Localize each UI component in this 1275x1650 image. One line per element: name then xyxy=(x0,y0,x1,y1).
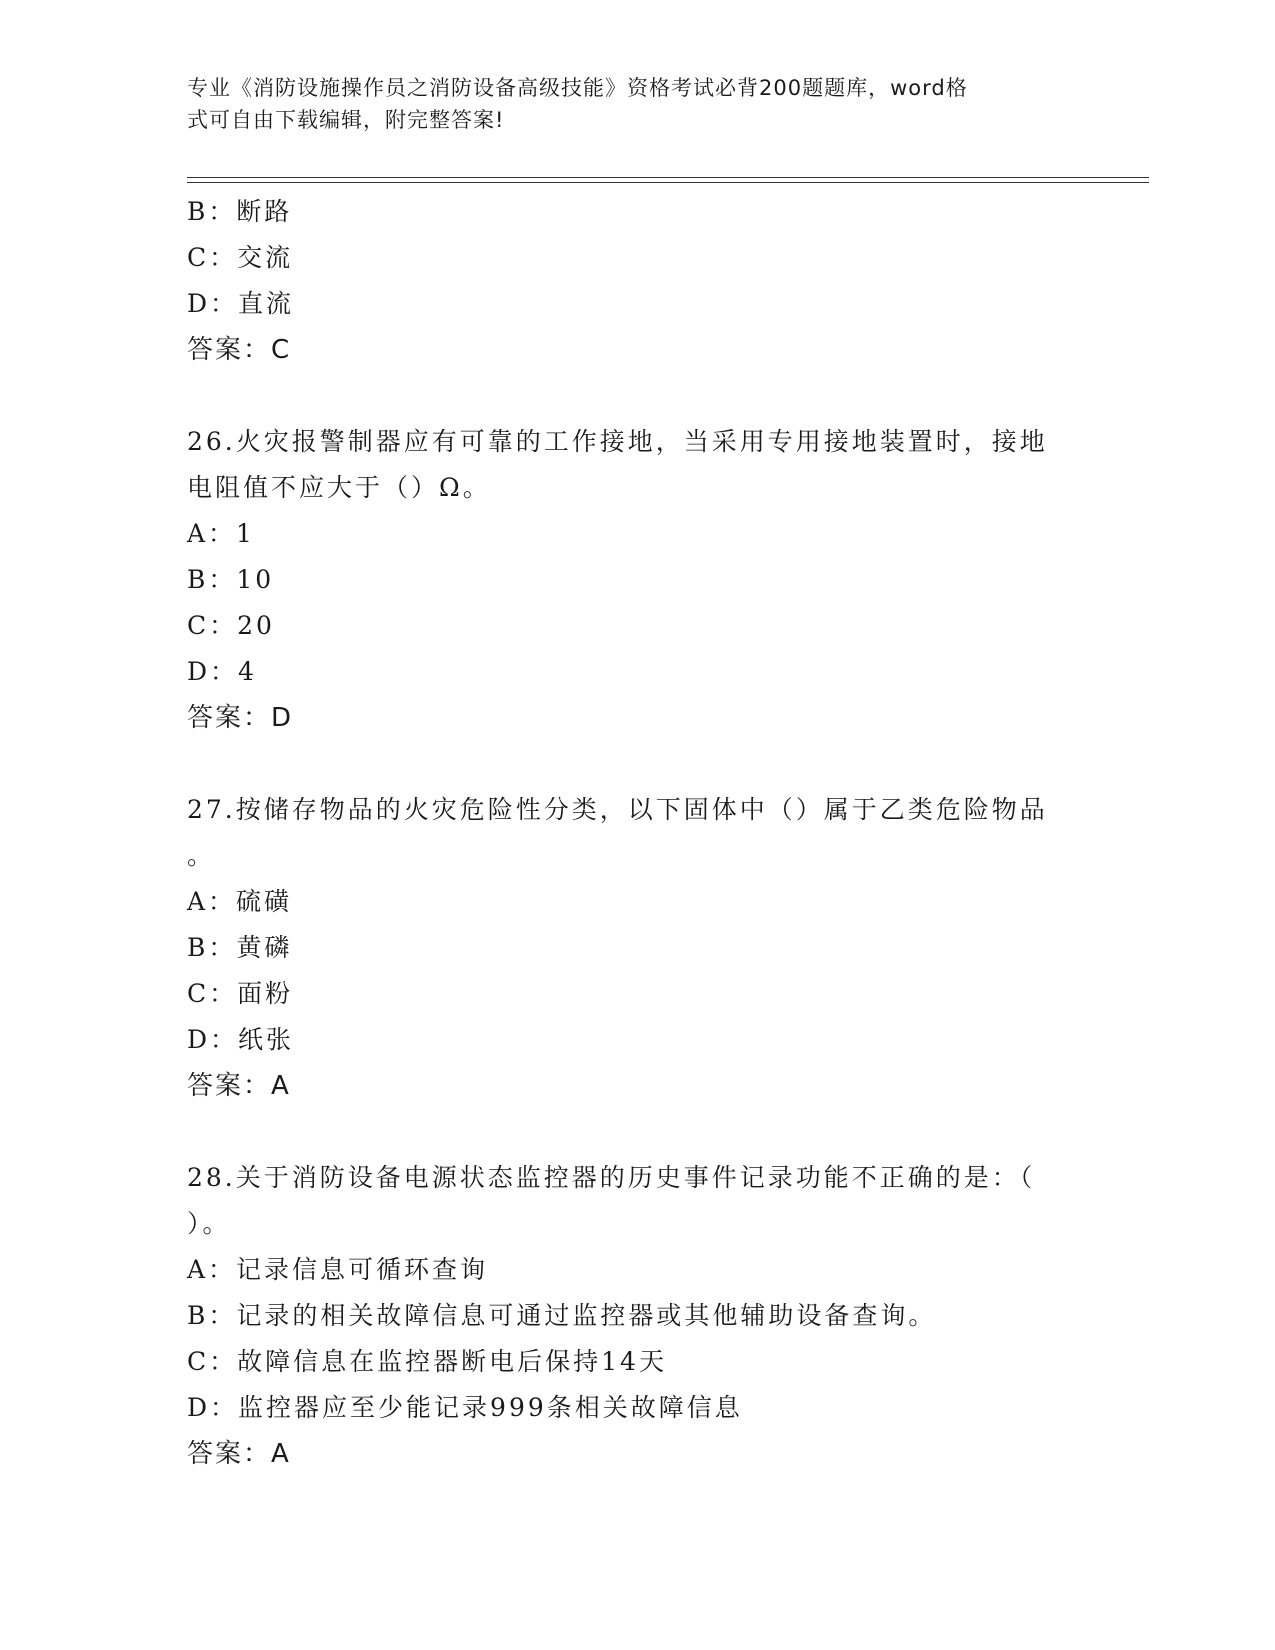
option-b: B：黄磷 xyxy=(187,933,293,962)
question-28 xyxy=(187,1155,1077,1477)
answer-line: 答案：A xyxy=(187,1439,291,1469)
option-c: C：面粉 xyxy=(187,979,294,1008)
option-c: C：20 xyxy=(187,611,275,640)
question-stem-line: 28.关于消防设备电源状态监控器的历史事件记录功能不正确的是：（ xyxy=(187,1163,1036,1192)
answer-line: 答案：D xyxy=(187,703,294,733)
question-stem-line: 电阻值不应大于（）Ω。 xyxy=(187,473,491,502)
option-a: A：硫磺 xyxy=(187,887,293,916)
question-stem-line: 27.按储存物品的火灾危险性分类，以下固体中（）属于乙类危险物品 xyxy=(187,795,1048,824)
header-divider-bottom xyxy=(187,182,1149,183)
question-26 xyxy=(187,419,1077,741)
option-d: D：监控器应至少能记录999条相关故障信息 xyxy=(187,1393,743,1422)
option-c: C：交流 xyxy=(187,243,294,272)
spacer xyxy=(187,741,1077,787)
question-list xyxy=(187,189,1077,1477)
spacer xyxy=(187,1109,1077,1155)
question-stem-line: ）。 xyxy=(187,1209,231,1238)
question-27 xyxy=(187,787,1077,1109)
option-d: D：纸张 xyxy=(187,1025,295,1054)
document-header xyxy=(187,72,1067,136)
option-a: A：记录信息可循环查询 xyxy=(187,1255,489,1284)
header-line-1: 专业《消防设施操作员之消防设备高级技能》资格考试必背200题题库，word格 xyxy=(187,76,968,100)
header-divider-top xyxy=(187,177,1149,178)
answer-line: 答案：C xyxy=(187,335,292,365)
option-c: C：故障信息在监控器断电后保持14天 xyxy=(187,1347,667,1376)
question-stem-line: 。 xyxy=(187,841,216,870)
option-b: B：10 xyxy=(187,565,275,594)
option-b: B：断路 xyxy=(187,197,293,226)
option-a: A：1 xyxy=(187,519,255,548)
question-25-tail xyxy=(187,189,1077,373)
question-stem-line: 26.火灾报警制器应有可靠的工作接地，当采用专用接地装置时，接地 xyxy=(187,427,1048,456)
header-line-2: 式可自由下载编辑，附完整答案! xyxy=(187,108,505,132)
spacer xyxy=(187,373,1077,419)
option-b: B：记录的相关故障信息可通过监控器或其他辅助设备查询。 xyxy=(187,1301,937,1330)
option-d: D：直流 xyxy=(187,289,295,318)
answer-line: 答案：A xyxy=(187,1071,291,1101)
option-d: D：4 xyxy=(187,657,257,686)
